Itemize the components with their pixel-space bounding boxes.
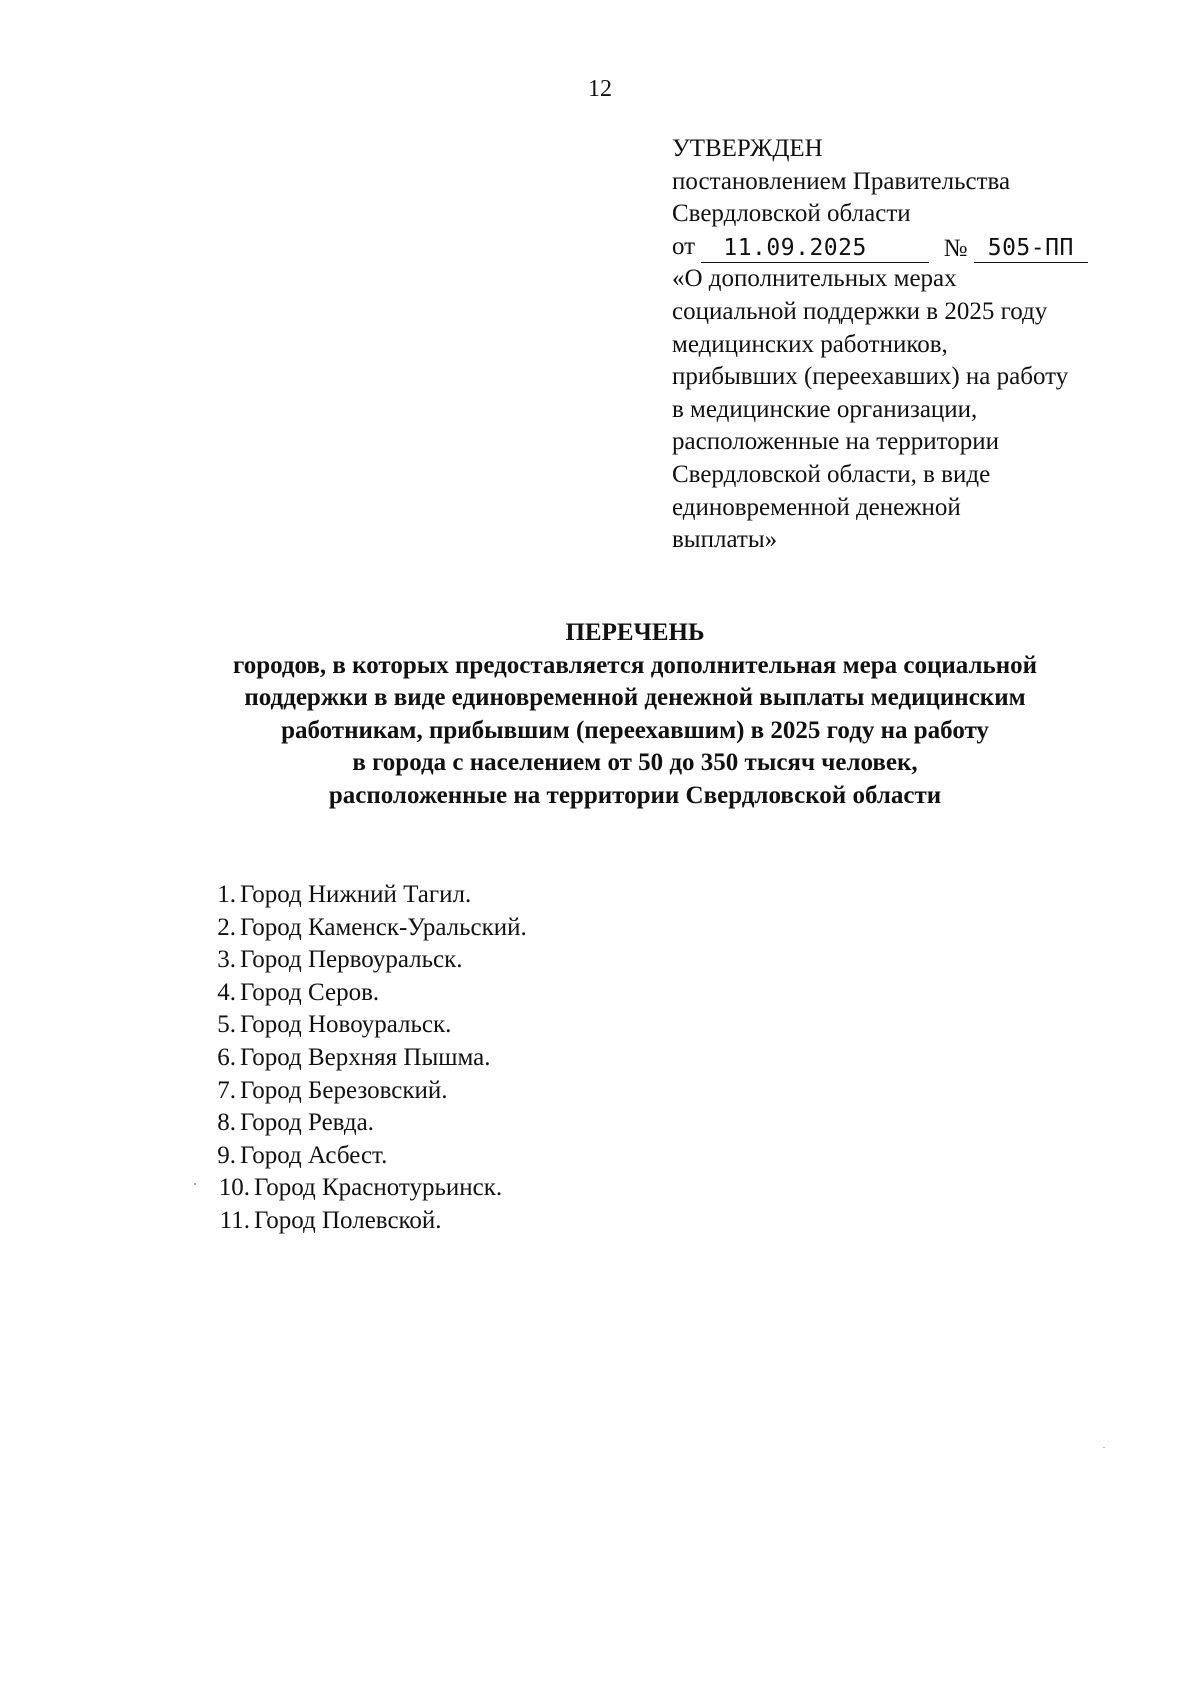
approval-line-2: Свердловской области: [672, 200, 911, 228]
title-line: поддержки в виде единовременной денежной выплаты медицинским: [244, 684, 1026, 711]
number-field: 505-ПП: [974, 234, 1088, 263]
item-number: 11.: [219, 1206, 250, 1234]
title-main: ПЕРЕЧЕНЬ: [565, 619, 705, 646]
subject-line: расположенные на территории: [672, 428, 1000, 456]
title-line: в города с населением от 50 до 350 тысяч человек,: [352, 749, 918, 776]
title-line: расположенные на территории Свердловской области: [328, 781, 942, 809]
item-name: Город Первоуральск.: [240, 946, 463, 974]
item-name: Город Ревда.: [240, 1109, 374, 1137]
title-line: работникам, прибывшим (переехавшим) в 2025 году на работу: [281, 716, 989, 744]
date-prefix: от: [672, 232, 696, 260]
item-number: 10.: [218, 1174, 250, 1202]
item-name: Город Березовский.: [240, 1076, 448, 1104]
item-number: 3.: [217, 946, 236, 974]
item-number: 6.: [217, 1043, 236, 1071]
subject-line: единовременной денежной: [672, 493, 961, 521]
item-number: 8.: [217, 1109, 236, 1137]
scan-speck: [194, 1183, 196, 1185]
item-number: 9.: [217, 1141, 236, 1169]
subject-line: социальной поддержки в 2025 году: [672, 297, 1048, 325]
item-number: 5.: [217, 1011, 236, 1039]
date-field: 11.09.2025: [701, 234, 929, 263]
document-title: [0, 617, 1200, 812]
item-name: Город Полевской.: [254, 1206, 442, 1234]
subject-line: медицинских работников,: [672, 330, 948, 358]
item-number: 4.: [217, 978, 236, 1006]
subject-line: выплаты»: [672, 526, 778, 554]
item-name: Город Асбест.: [240, 1141, 388, 1169]
approval-stamp: [672, 133, 1172, 557]
subject-line: прибывших (переехавших) на работу: [672, 363, 1069, 391]
approval-heading: УТВЕРЖДЕН: [672, 135, 823, 162]
item-name: Город Верхняя Пышма.: [240, 1043, 491, 1071]
item-name: Город Новоуральск.: [240, 1011, 452, 1039]
item-name: Город Серов.: [240, 978, 380, 1006]
item-name: Город Каменск-Уральский.: [240, 913, 527, 941]
item-number: 7.: [217, 1076, 236, 1104]
title-line: городов, в которых предоставляется дополнительная мера социальной: [232, 651, 1038, 679]
subject-line: в медицинские организации,: [672, 395, 978, 423]
item-number: 1.: [217, 881, 236, 908]
subject-line: «О дополнительных мерах: [672, 265, 957, 293]
scan-speck: [1103, 1447, 1105, 1448]
page-number: 12: [588, 76, 612, 102]
item-name: Город Краснотурьинск.: [254, 1174, 503, 1202]
item-number: 2.: [217, 913, 236, 941]
number-label: №: [943, 235, 968, 263]
approval-date-line: [672, 231, 1172, 264]
approval-line-1: постановлением Правительства: [672, 167, 1011, 195]
item-name: Город Нижний Тагил.: [240, 881, 472, 908]
subject-line: Свердловской области, в виде: [672, 460, 991, 488]
